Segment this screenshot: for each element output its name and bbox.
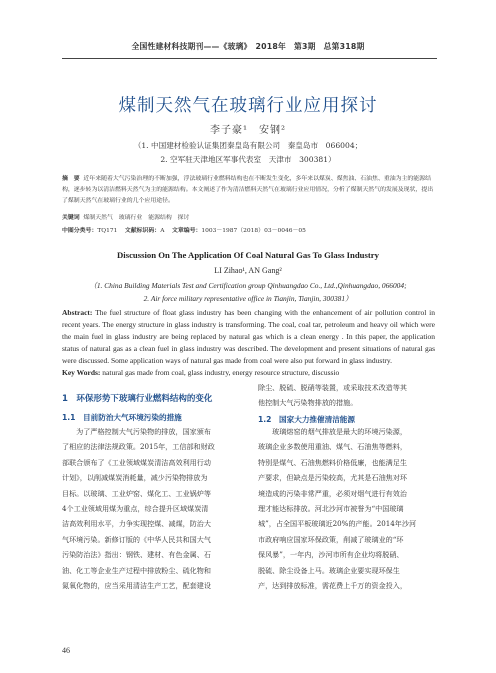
clc-value: TQ171 bbox=[97, 228, 118, 234]
text-line: 气环境污染。新修订版的《中华人民共和国大气 bbox=[62, 534, 211, 544]
text-line: 洁高效利用水平，力争实现控煤、减煤，防治大 bbox=[62, 519, 211, 529]
paper-title-en: Discussion On The Application Of Coal Natural Gas To Glass Industry bbox=[117, 250, 379, 260]
doc-code-label: 文献标识码： bbox=[124, 228, 161, 234]
text-line: 油、化工等企业生产过程中排放粉尘、硫化物和 bbox=[62, 565, 211, 575]
text-line: 城”，占全国平板玻璃近20%的产能。2014年沙河 bbox=[258, 519, 417, 529]
text-line: 市政府响应国家环保政策，削减了玻璃业的“环 bbox=[258, 534, 404, 544]
abstract-en-text: The fuel structure of float glass industry has been changing with the enhancement of air pollution control in recent years. The energy structure in glass industry is transforming. The coal, coal tar, petroleum and heavy oil which were the main fuel in glass industry are being replaced by natural gas which is a clean energy . In this paper, the application status of natural gas as a clean fuel in glass industry was described. The development and present situations of natural gas were discussed. Some application ways of natural gas made from coal were also put forward in glass industry. bbox=[62, 308, 435, 365]
abstract-en bbox=[62, 307, 435, 367]
affiliation-en-2: 2. Air force military representative office in Tianjin, Tianjin, 300381） bbox=[143, 294, 353, 303]
article-id-value: 1003－1987（2018）03－0046－05 bbox=[201, 228, 306, 234]
section-1-heading: 1 环保形势下玻璃行业燃料结构的变化 bbox=[62, 394, 213, 404]
paper-title: 煤制天然气在玻璃行业应用探讨 bbox=[118, 96, 378, 116]
text-line: 玻璃企业多数使用重油、煤气、石油焦等燃料， bbox=[258, 442, 407, 452]
clc-label: 中图分类号： bbox=[62, 228, 98, 234]
header-rule bbox=[62, 58, 437, 59]
doc-code-value: A bbox=[160, 228, 165, 234]
article-id-label: 文章编号： bbox=[171, 228, 202, 234]
authors-cn: 李子豪¹ 安钢² bbox=[209, 125, 287, 136]
keywords-cn-text: 煤制天然气 玻璃行业 能源结构 探讨 bbox=[83, 215, 190, 221]
text-line: 计划》，以削减煤炭消耗量，减少污染物排放为 bbox=[62, 473, 208, 483]
text-line: 他控制大气污染物排放的措施。 bbox=[258, 398, 358, 408]
authors-en: LI Zihao¹, AN Gang² bbox=[214, 266, 282, 275]
text-line: 除尘、脱硫、脱硝等装置，或采取技术改造等其 bbox=[258, 383, 407, 392]
section-1-1-body bbox=[62, 424, 252, 593]
keywords-en-label: Key Words: bbox=[62, 368, 101, 377]
text-line: 产，达到排放标准，需花费上千万的资金投入， bbox=[258, 581, 407, 591]
text-line: 特别是煤气、石油焦燃料价格低廉，也能满足生 bbox=[258, 457, 407, 467]
text-line: 4个工业领域用煤为重点，综合提升区域煤炭清 bbox=[62, 504, 209, 514]
text-line: 玻璃熔窑的烟气排放是最大的环境污染源， bbox=[258, 427, 407, 436]
keywords-cn-label: 关键词 bbox=[62, 215, 80, 221]
text-line: 为了严格控制大气污染物的排放，国家颁布 bbox=[62, 427, 211, 436]
abstract-cn-label: 摘 要 bbox=[62, 176, 80, 182]
section-1-1-heading: 1.1 目前防治大气环境污染的措施 bbox=[62, 413, 182, 422]
text-line: 目标。以玻璃、工业炉窑、煤化工、工业锅炉等 bbox=[62, 488, 211, 498]
section-1-2-heading: 1.2 国家大力推催清洁能源 bbox=[258, 415, 355, 424]
text-line: 部联合颁布了《工业领域煤炭清洁高效利用行动 bbox=[62, 457, 211, 467]
affiliation-cn-1: （1. 中国建材检验认证集团秦皇岛有限公司 秦皇岛市 066004； bbox=[133, 141, 363, 150]
text-line: 氮氧化物的，应当采用清洁生产工艺，配套建设 bbox=[62, 581, 211, 591]
affiliation-en-1: （1. China Building Materials Test and Certification group Qinhuangdao Co., Ltd.,Qinhuangdao, 066004; bbox=[89, 281, 407, 290]
keywords-en-text: natural gas made from coal, glass industry, energy resource structure, discussio bbox=[102, 368, 340, 377]
text-line: 理才能达标排放。河北沙河市被誉为“中国玻璃 bbox=[258, 504, 404, 514]
right-col-intro bbox=[258, 380, 438, 411]
keywords-cn bbox=[62, 212, 189, 221]
abstract-cn bbox=[62, 174, 435, 207]
classification-cn bbox=[62, 225, 306, 234]
keywords-en bbox=[62, 368, 435, 377]
abstract-cn-text: 近年来随着大气污染治理的不断加强，浮法玻璃行业燃料结构也在不断发生变化，多年来以煤炭、煤焦油、石油焦、重油为主的能源结构，逐步转为以清洁燃料天然气为主的能源结构。本文阐述了作为清洁燃料天然气在玻璃行业应用情况，分析了煤制天然气的发展及现状，提出了煤制天然气在玻璃行业的几个应用途径。 bbox=[62, 176, 434, 204]
journal-header: 全国性建材科技期刊——《玻璃》 2018年 第3期 总第318期 bbox=[131, 42, 365, 51]
text-line: 了相应的法律法规政策。2015年，工信部和财政 bbox=[62, 442, 215, 452]
text-line: 保风暴”，一年内，沙河市所有企业均将脱硝、 bbox=[258, 550, 404, 560]
text-line: 境造成的污染非常严重，必须对烟气进行有效治 bbox=[258, 488, 407, 498]
page-number: 46 bbox=[62, 646, 70, 655]
text-line: 污染防治法》指出：钢铁、建材、有色金属、石 bbox=[62, 550, 211, 560]
text-line: 产要求，但缺点是污染较高，尤其是石油焦对环 bbox=[258, 473, 407, 483]
abstract-en-label: Abstract: bbox=[62, 308, 93, 317]
text-line: 脱硫、除尘设备上马。玻璃企业要实现环保生 bbox=[258, 565, 400, 575]
affiliation-cn-2: 2. 空军驻天津地区军事代表室 天津市 300381） bbox=[160, 155, 336, 164]
section-1-2-body bbox=[258, 424, 438, 593]
